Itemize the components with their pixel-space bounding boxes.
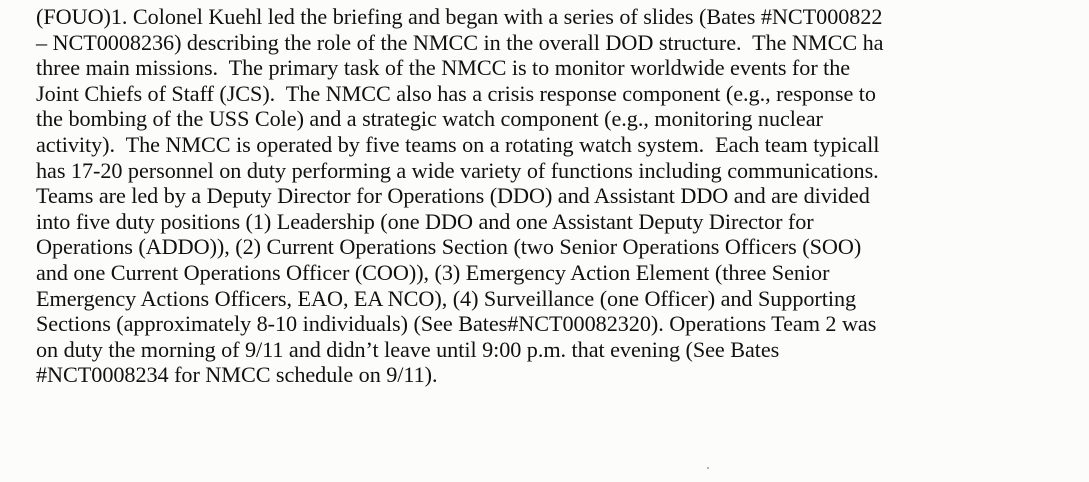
- text-line-9: into five duty positions (1) Leadership (one DDO and one Assistant Deputy Director for: [36, 208, 814, 234]
- text-line-12: Emergency Actions Officers, EAO, EA NCO), (4) Surveillance (one Officer) and Supporting: [36, 285, 857, 311]
- text-line-10: Operations (ADDO)), (2) Current Operations Section (two Senior Operations Officers (SOO): [36, 234, 862, 260]
- text-line-11: and one Current Operations Officer (COO)), (3) Emergency Action Element (three Senior: [36, 259, 830, 285]
- text-line-5: the bombing of the USS Cole) and a strategic watch component (e.g., monitoring nuclear: [36, 106, 823, 132]
- text-line-3: three main missions. The primary task of the NMCC is to monitor worldwide events for the: [36, 55, 851, 81]
- text-line-13: Sections (approximately 8-10 individuals) (See Bates#NCT00082320). Operations Team 2 was: [36, 311, 877, 337]
- text-line-15: #NCT0008234 for NMCC schedule on 9/11).: [36, 362, 438, 388]
- text-line-7: has 17-20 personnel on duty performing a wide variety of functions including communications.: [36, 157, 879, 183]
- text-line-4: Joint Chiefs of Staff (JCS). The NMCC also has a crisis response component (e.g., response to: [36, 80, 876, 106]
- document-paragraph: [36, 4, 1089, 388]
- text-line-6: activity). The NMCC is operated by five teams on a rotating watch system. Each team typicall: [36, 131, 880, 157]
- text-line-1: (FOUO)1. Colonel Kuehl led the briefing and began with a series of slides (Bates #NCT000822: [36, 4, 883, 29]
- scan-speck: [707, 467, 709, 469]
- text-line-14: on duty the morning of 9/11 and didn’t leave until 9:00 p.m. that evening (See Bates: [36, 336, 780, 362]
- text-line-8: Teams are led by a Deputy Director for Operations (DDO) and Assistant DDO and are divided: [36, 183, 870, 209]
- text-line-2: – NCT0008236) describing the role of the NMCC in the overall DOD structure. The NMCC ha: [36, 29, 884, 55]
